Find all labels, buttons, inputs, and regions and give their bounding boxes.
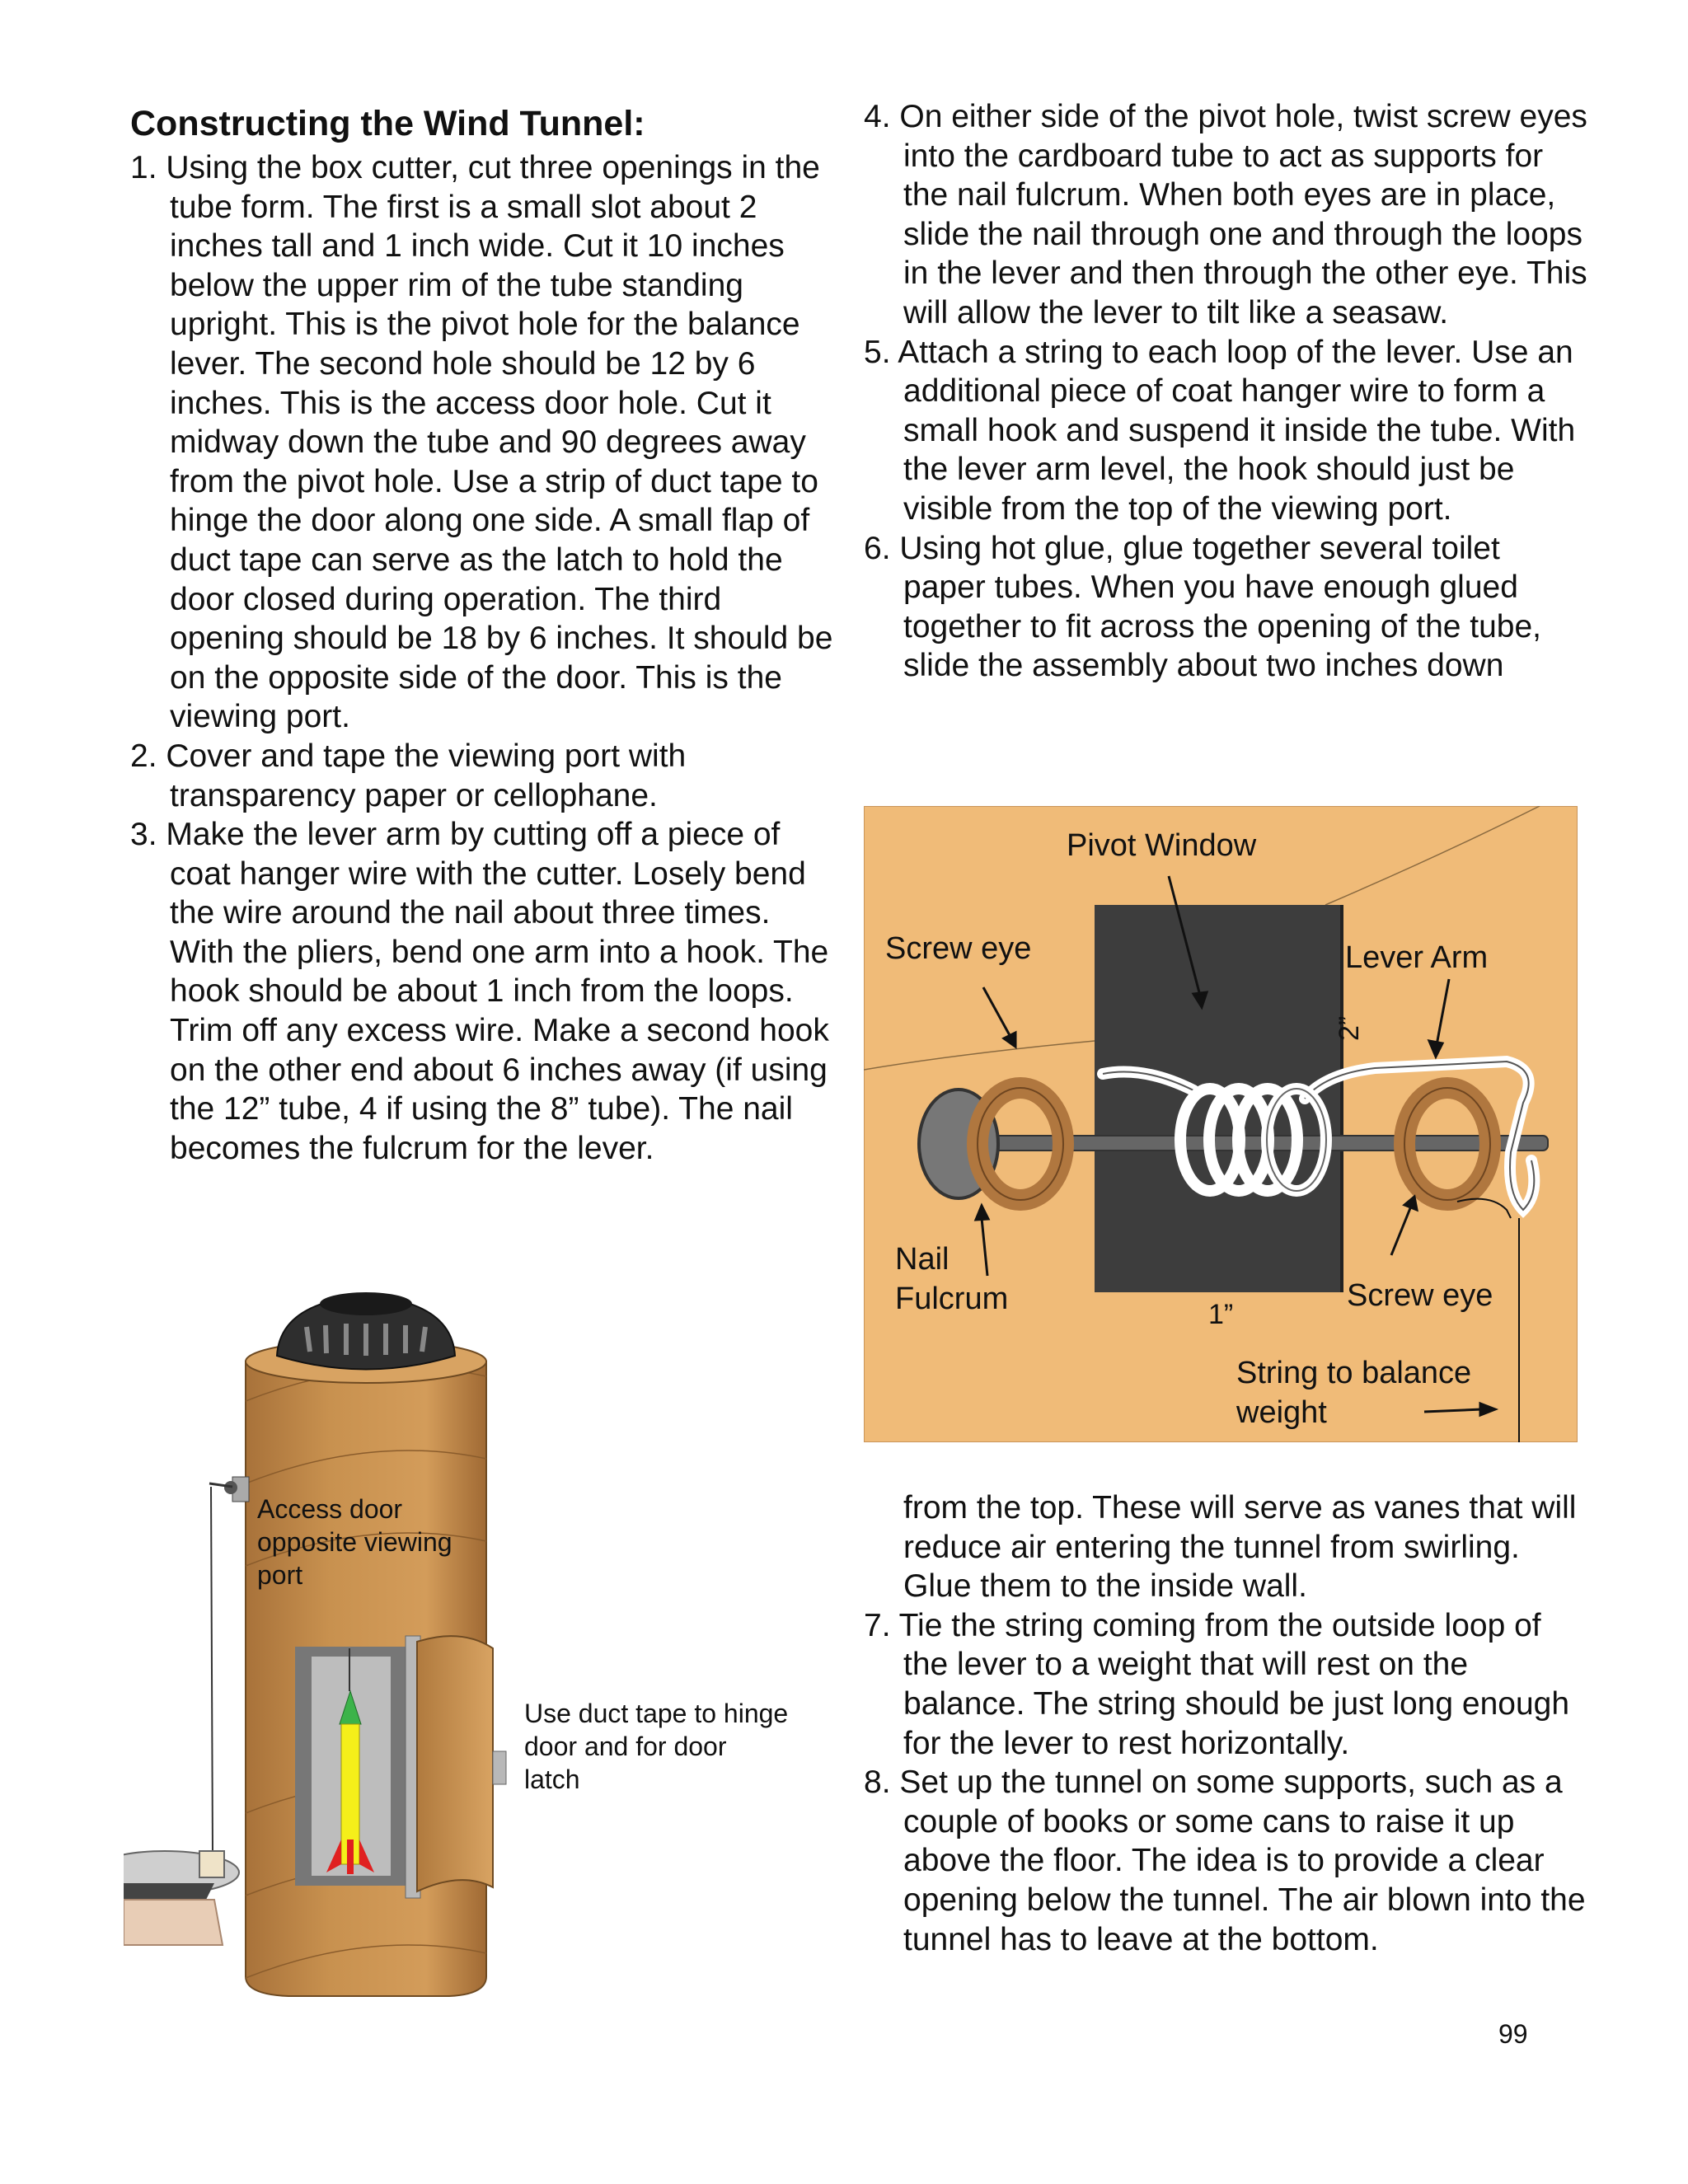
step-number: 2. <box>130 738 157 774</box>
pivot-window-label: Pivot Window <box>1067 828 1257 863</box>
screw-eye-left-label: Screw eye <box>885 931 1032 966</box>
step-1 <box>130 148 839 737</box>
step-6-continuation: from the top. These will serve as vanes that will reduce air entering the tunnel from swirling. Glue them to the inside wall. <box>903 1490 1577 1605</box>
fulcrum-label: Fulcrum <box>895 1282 1009 1316</box>
step-text: Tie the string coming from the outside loop of the lever to a weight that will rest on the balance. The string should be just long enough for the lever to rest horizontally. <box>898 1607 1570 1761</box>
dimension-width-label: 1” <box>1208 1299 1234 1330</box>
step-text: Attach a string to each loop of the lever. Use an additional piece of coat hanger wire to form a small hook and suspend it inside the tube. With the lever arm level, the hook should just be visible from the top of the viewing port. <box>898 334 1576 527</box>
section-title: Constructing the Wind Tunnel: <box>130 104 645 143</box>
step-2 <box>130 737 839 815</box>
step-4 <box>864 97 1589 333</box>
duct-tape-label-line2: door and for door <box>524 1732 727 1761</box>
step-number: 7. <box>864 1607 891 1643</box>
steps-list-right <box>864 97 1589 686</box>
step-5 <box>864 333 1589 529</box>
step-number: 4. <box>864 99 891 134</box>
string-label-line1: String to balance <box>1236 1356 1472 1390</box>
step-text: Set up the tunnel on some supports, such as a couple of books or some cans to raise it up above the floor. The idea is to provide a clear opening below the tunnel. The air blown into the tunnel has to leave at the bottom. <box>899 1765 1586 1957</box>
step-text: Make the lever arm by cutting off a piece of coat hanger wire with the cutter. Losely bend the wire around the nail about three times. With the pliers, bend one arm into a hook. The hook should be about 1 inch from the loops. Trim off any excess wire. Make a second hook on the other end about 6 inches away (if using the 12” tube, 4 if using the 8” tube). The nail becomes the fulcrum for the lever. <box>166 817 829 1166</box>
access-door <box>417 1636 493 1891</box>
step-6 <box>864 529 1589 686</box>
fan-intake <box>320 1292 412 1315</box>
step-text: On either side of the pivot hole, twist screw eyes into the cardboard tube to act as supports for the nail fulcrum. When both eyes are in place, slide the nail through one and through the loops in the lever and then through the other eye. This will allow the lever to tilt like a seasaw. <box>899 99 1587 330</box>
pivot-window-figure <box>864 806 1578 1442</box>
fan-vents <box>307 1324 425 1356</box>
page-number: 99 <box>1498 2019 1528 2049</box>
access-door-label-line3: port <box>257 1560 303 1590</box>
lever-arm-label: Lever Arm <box>1345 940 1489 975</box>
wind-tunnel-illustration <box>124 1286 824 2003</box>
balance-string <box>211 1487 213 1854</box>
step-number: 6. <box>864 530 891 566</box>
step-number: 8. <box>864 1765 891 1801</box>
right-column-top <box>864 97 1589 686</box>
step-number: 3. <box>130 817 157 853</box>
dimension-height-label: 2” <box>1334 1015 1365 1041</box>
access-door-label-line2: opposite viewing <box>257 1527 452 1557</box>
step-8 <box>864 1763 1589 1959</box>
step-7 <box>864 1606 1589 1763</box>
left-column <box>130 102 839 1168</box>
step-text: Cover and tape the viewing port with transparency paper or cellophane. <box>166 738 687 813</box>
step-3 <box>130 815 839 1168</box>
nail-label: Nail <box>895 1242 950 1277</box>
duct-tape-latch <box>493 1751 506 1784</box>
string-label-line2: weight <box>1236 1395 1327 1430</box>
step-number: 5. <box>864 334 891 370</box>
step-number: 1. <box>130 150 157 185</box>
duct-tape-label-line3: latch <box>524 1765 580 1794</box>
nail-shaft <box>954 1136 1548 1151</box>
steps-list-left <box>130 148 839 1168</box>
balance-scale <box>124 1851 239 1945</box>
right-column-bottom <box>864 1488 1589 1959</box>
steps-list-right-continued <box>864 1606 1589 1959</box>
access-door-label-line1: Access door <box>257 1494 403 1524</box>
screw-eye-right-label: Screw eye <box>1347 1278 1493 1313</box>
duct-tape-label-line1: Use duct tape to hinge <box>524 1699 789 1728</box>
step-text: Using hot glue, glue together several toilet paper tubes. When you have enough glued together to fit across the opening of the tube, slide the assembly about two inches down <box>899 530 1542 684</box>
step-text: Using the box cutter, cut three openings in the tube form. The first is a small slot about 2 inches tall and 1 inch wide. Cut it 10 inches below the upper rim of the tube standing upright. This is the pivot hole for the balance lever. The second hole should be 12 by 6 inches. This is the access door hole. Cut it midway down the tube and 90 degrees away from the pivot hole. Use a strip of duct tape to hinge the door along one side. A small flap of duct tape can serve as the latch to hold the door closed during operation. The third opening should be 18 by 6 inches. It should be on the opposite side of the door. This is the viewing port. <box>166 150 833 735</box>
